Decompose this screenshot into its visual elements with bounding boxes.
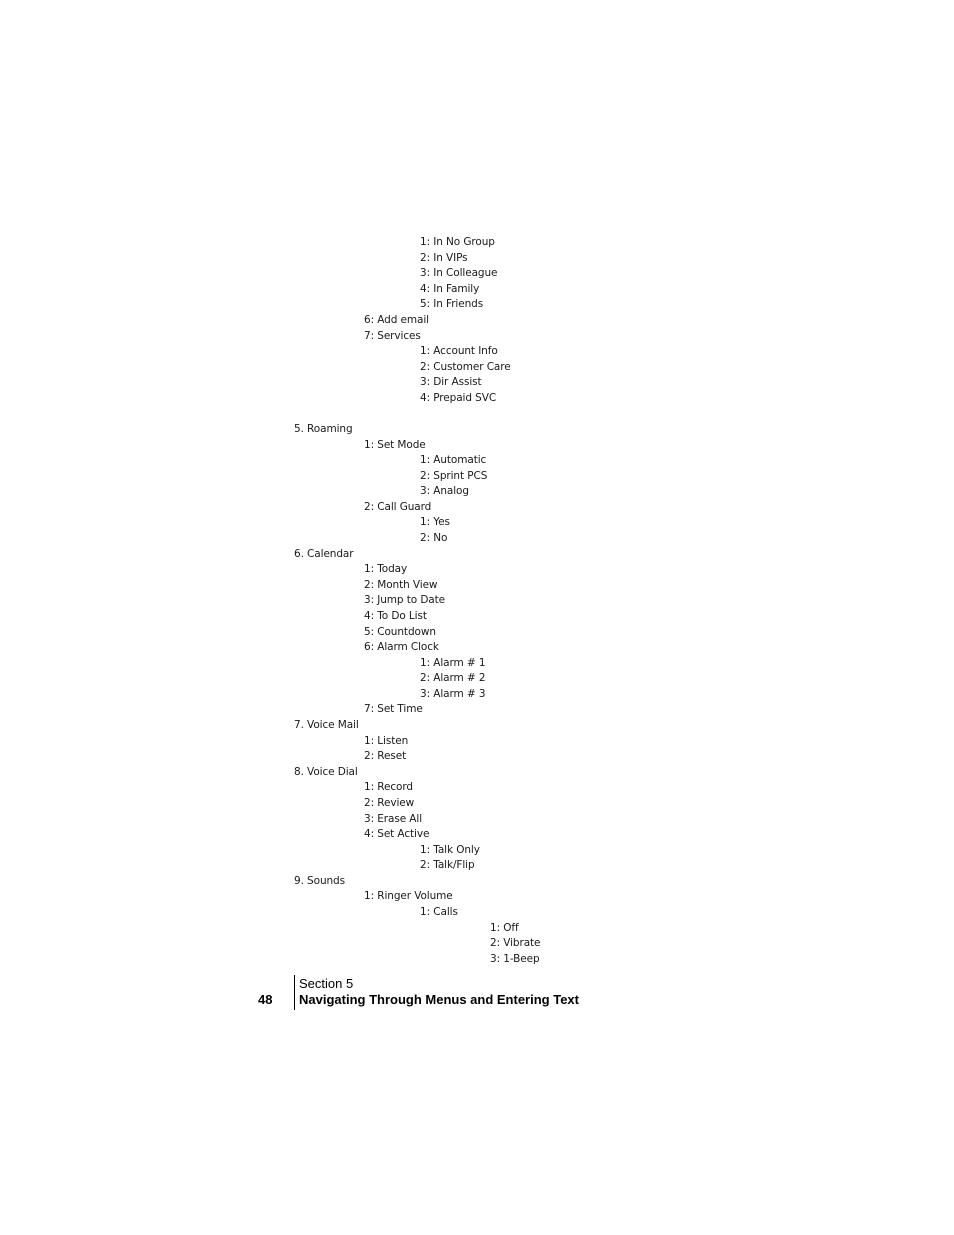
menu-item-level-1: 6: Alarm Clock — [364, 641, 439, 654]
menu-item-level-1: 2: Call Guard — [364, 500, 432, 513]
menu-item-level-2: 3: In Colleague — [420, 267, 498, 280]
page-footer — [0, 975, 954, 1015]
menu-item-level-2: 2: No — [420, 532, 448, 544]
menu-item-level-3: 2: Vibrate — [490, 937, 541, 950]
menu-item-level-1: 2: Month View — [364, 578, 438, 591]
menu-item-level-2: 1: Calls — [420, 905, 458, 918]
menu-item-level-0: 5. Roaming — [294, 423, 353, 435]
menu-item-level-2: 3: Analog — [420, 485, 469, 498]
menu-item-level-2: 2: Sprint PCS — [420, 469, 488, 482]
menu-item-level-1: 3: Erase All — [364, 812, 423, 825]
menu-item-level-0: 7. Voice Mail — [294, 719, 359, 731]
menu-item-level-2: 1: Yes — [420, 516, 450, 529]
menu-item-level-2: 1: Alarm # 1 — [420, 656, 486, 669]
menu-item-level-1: 5: Countdown — [364, 625, 436, 638]
menu-item-level-2: 2: Talk/Flip — [420, 859, 475, 872]
menu-item-level-1: 1: Ringer Volume — [364, 890, 453, 903]
menu-item-level-2: 1: In No Group — [420, 236, 495, 248]
section-label: Section 5 — [299, 976, 354, 991]
menu-item-level-1: 7: Services — [364, 329, 421, 342]
menu-item-level-2: 4: Prepaid SVC — [420, 391, 497, 404]
menu-item-level-2: 1: Talk Only — [420, 843, 480, 856]
menu-item-level-1: 4: To Do List — [364, 609, 427, 622]
section-title: Navigating Through Menus and Entering Text — [299, 992, 579, 1007]
menu-item-level-1: 3: Jump to Date — [364, 594, 446, 607]
menu-item-level-2: 5: In Friends — [420, 298, 484, 311]
menu-item-level-0: 8. Voice Dial — [294, 765, 358, 778]
menu-item-level-2: 4: In Family — [420, 282, 480, 295]
menu-item-level-2: 3: Alarm # 3 — [420, 687, 486, 700]
menu-item-level-2: 2: In VIPs — [420, 251, 468, 264]
menu-item-level-2: 1: Account Info — [420, 345, 498, 358]
menu-item-level-1: 7: Set Time — [364, 703, 423, 716]
menu-item-level-2: 2: Customer Care — [420, 360, 511, 373]
menu-item-level-0: 9. Sounds — [294, 874, 345, 887]
menu-item-level-0: 6. Calendar — [294, 547, 354, 560]
menu-item-level-1: 1: Listen — [364, 734, 409, 747]
menu-item-level-2: 3: Dir Assist — [420, 376, 482, 389]
menu-item-level-1: 1: Set Mode — [364, 438, 426, 451]
menu-item-level-1: 6: Add email — [364, 313, 429, 326]
menu-item-level-2: 2: Alarm # 2 — [420, 672, 486, 685]
menu-item-level-1: 2: Review — [364, 796, 415, 809]
menu-item-level-1: 4: Set Active — [364, 828, 430, 840]
menu-item-level-1: 1: Today — [364, 563, 408, 576]
menu-item-level-3: 3: 1-Beep — [490, 952, 540, 965]
menu-item-level-1: 1: Record — [364, 781, 413, 794]
menu-item-level-3: 1: Off — [490, 921, 519, 934]
footer-divider — [294, 975, 295, 1010]
page-number: 48 — [258, 992, 273, 1007]
menu-item-level-2: 1: Automatic — [420, 454, 487, 467]
menu-item-level-1: 2: Reset — [364, 750, 407, 763]
